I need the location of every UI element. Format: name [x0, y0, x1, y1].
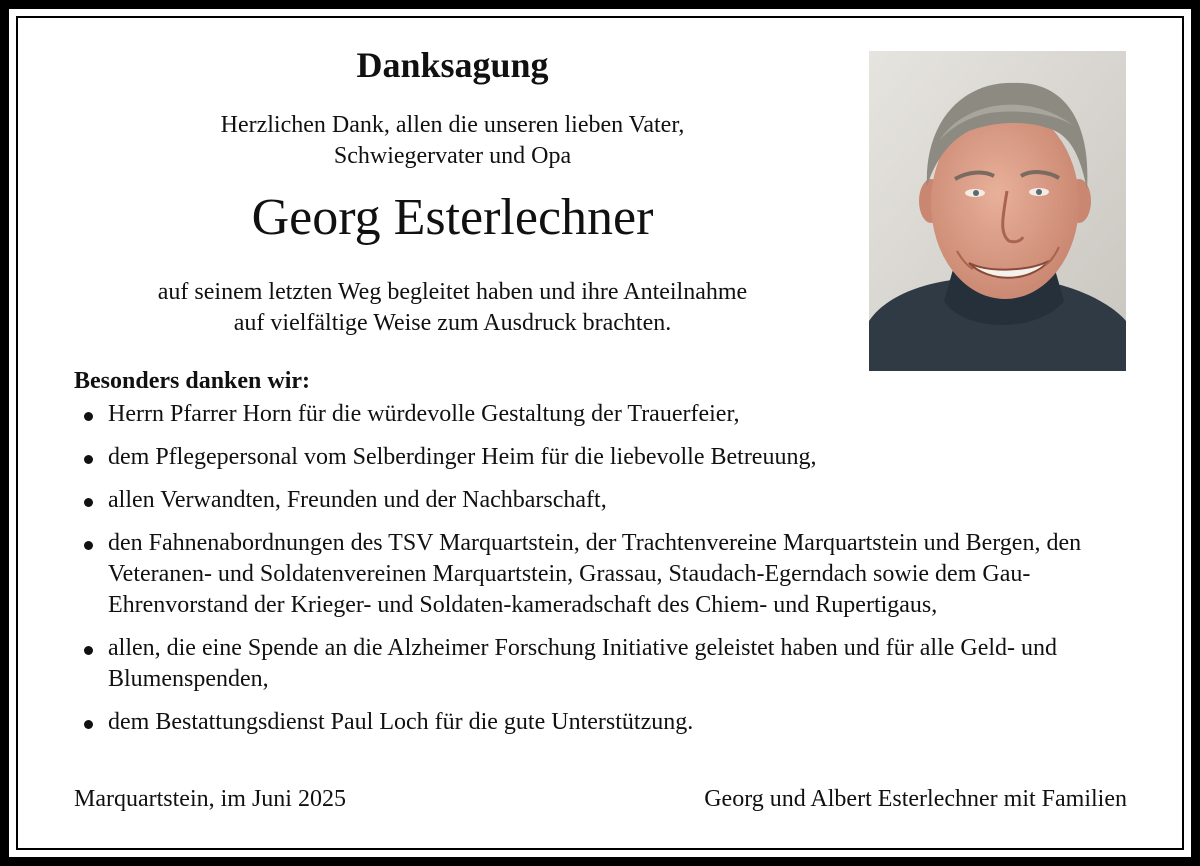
- list-item: [80, 707, 1130, 738]
- intro-line-1: Herzlichen Dank, allen die unseren lieben Vater,: [220, 112, 685, 138]
- bullet-icon: [84, 720, 93, 729]
- special-thanks-heading: Besonders danken wir:: [74, 368, 311, 394]
- page-title: Danksagung: [356, 45, 549, 85]
- intro-line-2: Schwiegervater und Opa: [333, 143, 572, 169]
- portrait-photo: [869, 51, 1126, 371]
- thanks-text: [0, 277, 905, 339]
- place-date: Marquartstein, im Juni 2025: [74, 786, 346, 812]
- list-item-text: dem Bestattungsdienst Paul Loch für die gute Unterstützung.: [108, 709, 694, 735]
- list-item-text: allen, die eine Spende an die Alzheimer Forschung Initiative geleistet haben und für alle Geld- und Blumenspenden,: [108, 635, 1058, 692]
- list-item: [80, 442, 1130, 473]
- bullet-icon: [84, 646, 93, 655]
- portrait-illustration: [869, 51, 1126, 371]
- bullet-icon: [84, 412, 93, 421]
- list-item-text: dem Pflegepersonal vom Selberdinger Heim für die liebevolle Betreuung,: [108, 444, 817, 470]
- thanks-list: [80, 399, 1130, 750]
- list-item: [80, 633, 1130, 695]
- list-item: [80, 399, 1130, 430]
- bullet-icon: [84, 498, 93, 507]
- list-item-text: allen Verwandten, Freunden und der Nachbarschaft,: [108, 487, 607, 513]
- deceased-name: Georg Esterlechner: [251, 189, 654, 246]
- list-item-text: Herrn Pfarrer Horn für die würdevolle Gestaltung der Trauerfeier,: [108, 401, 740, 427]
- thanks-line-1: auf seinem letzten Weg begleitet haben und ihre Anteilnahme: [157, 279, 748, 305]
- thanks-line-2: auf vielfältige Weise zum Ausdruck brachten.: [233, 310, 672, 336]
- list-item-text: den Fahnenabordnungen des TSV Marquartstein, der Trachtenvereine Marquartstein und Bergen, den Veteranen- und Soldatenvereinen Marquartstein, Grassau, Staudach-Egerndach sowie dem Gau-Ehrenvorstand der Krieger- und Soldaten-kameradschaft des Chiem- und Rupertigaus,: [108, 530, 1082, 618]
- list-item: [80, 528, 1130, 621]
- bullet-icon: [84, 455, 93, 464]
- signature: Georg und Albert Esterlechner mit Familien: [704, 786, 1127, 812]
- list-item: [80, 485, 1130, 516]
- intro-text: [0, 110, 905, 172]
- bullet-icon: [84, 541, 93, 550]
